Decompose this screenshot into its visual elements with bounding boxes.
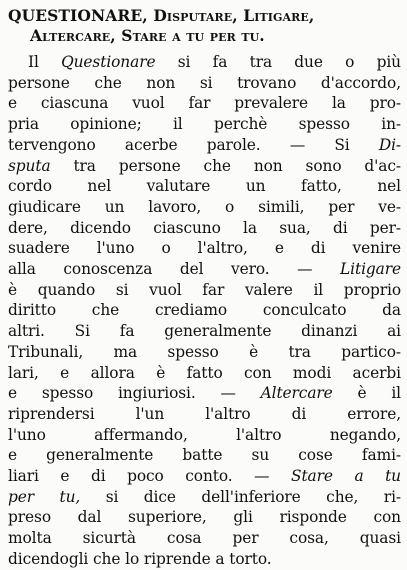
text-line bbox=[8, 135, 401, 156]
italic-term: Questionare bbox=[61, 53, 156, 71]
text-segment: altri. Si fa generalmente dinanzi ai bbox=[8, 322, 401, 341]
text-line bbox=[8, 156, 401, 177]
text-line bbox=[8, 93, 401, 114]
text-line bbox=[8, 73, 401, 94]
text-line bbox=[8, 404, 401, 425]
text-segment: Il bbox=[28, 53, 62, 71]
entry-body bbox=[8, 52, 401, 570]
text-line bbox=[8, 507, 401, 528]
text-segment: alla conoscenza del vero. — bbox=[8, 260, 341, 279]
text-line bbox=[8, 445, 401, 466]
text-segment: tra persone che non sono d'ac- bbox=[50, 156, 401, 175]
text-line bbox=[8, 52, 401, 73]
italic-term: Di- bbox=[378, 135, 401, 154]
entry-heading bbox=[8, 6, 401, 46]
text-segment: persone che non si trovano d'accordo, bbox=[8, 73, 401, 92]
text-segment: molta sicurtà cosa per cosa, quasi bbox=[8, 529, 401, 548]
text-segment: suadere l'uno o l'altro, e di venire bbox=[8, 239, 401, 258]
text-line bbox=[8, 342, 401, 363]
entry-synonyms-line2: Altercare, Stare a tu per tu. bbox=[30, 26, 265, 45]
entry-headword: QUESTIONARE, bbox=[8, 6, 148, 25]
text-line bbox=[8, 218, 401, 239]
text-line bbox=[8, 425, 401, 446]
italic-term: per tu, bbox=[8, 487, 81, 506]
text-segment: riprendersi l'un l'altro di errore, bbox=[8, 404, 401, 423]
text-segment: l'uno affermando, l'altro negando, bbox=[8, 425, 401, 444]
text-line bbox=[8, 383, 401, 404]
entry-synonyms-line1: Disputare, Litigare, bbox=[153, 6, 315, 25]
text-segment: dere, dicendo ciascuno la sua, di per- bbox=[8, 218, 401, 237]
text-line bbox=[8, 300, 401, 321]
text-line bbox=[8, 176, 401, 197]
text-segment: pria opinione; il perchè spesso in- bbox=[8, 115, 401, 134]
text-segment: preso dal superiore, gli risponde con bbox=[8, 508, 401, 527]
text-segment: e ciascuna vuol far prevalere la pro- bbox=[8, 94, 401, 113]
text-segment: tervengono acerbe parole. — Si bbox=[8, 135, 379, 154]
text-segment: è il bbox=[332, 384, 401, 403]
italic-term: sputa bbox=[8, 156, 51, 175]
italic-term: Altercare bbox=[260, 384, 333, 403]
text-line bbox=[8, 487, 401, 508]
text-segment: si fa tra due o più bbox=[155, 53, 401, 71]
text-line bbox=[8, 197, 401, 218]
text-segment: lari, e allora è fatto con modi acerbi bbox=[8, 363, 401, 382]
text-line bbox=[8, 528, 401, 549]
text-segment: dicendogli che lo riprende a torto. bbox=[8, 549, 272, 568]
text-line bbox=[8, 259, 401, 280]
text-line bbox=[8, 466, 401, 487]
text-line bbox=[8, 238, 401, 259]
text-segment: cordo nel valutare un fatto, nel bbox=[8, 177, 401, 196]
text-segment: e spesso ingiuriosi. — bbox=[8, 384, 261, 403]
text-line bbox=[8, 280, 401, 301]
text-line bbox=[8, 321, 401, 342]
text-line bbox=[8, 114, 401, 135]
text-segment: è quando si vuol far valere il proprio bbox=[8, 280, 401, 299]
text-segment: giudicare un lavoro, o simili, per ve- bbox=[8, 197, 401, 216]
text-segment: si dice dell'inferiore che, ri- bbox=[80, 487, 401, 506]
text-segment: e generalmente batte su cose fami- bbox=[8, 446, 401, 465]
italic-term: Litigare bbox=[340, 260, 401, 279]
text-segment: liari e di poco conto. — bbox=[8, 467, 291, 486]
text-segment: diritto che crediamo conculcato da bbox=[8, 301, 401, 320]
italic-term: Stare a tu bbox=[291, 467, 401, 486]
text-segment: Tribunali, ma spesso è tra partico- bbox=[8, 342, 401, 361]
text-line bbox=[8, 363, 401, 384]
text-line bbox=[8, 549, 401, 570]
